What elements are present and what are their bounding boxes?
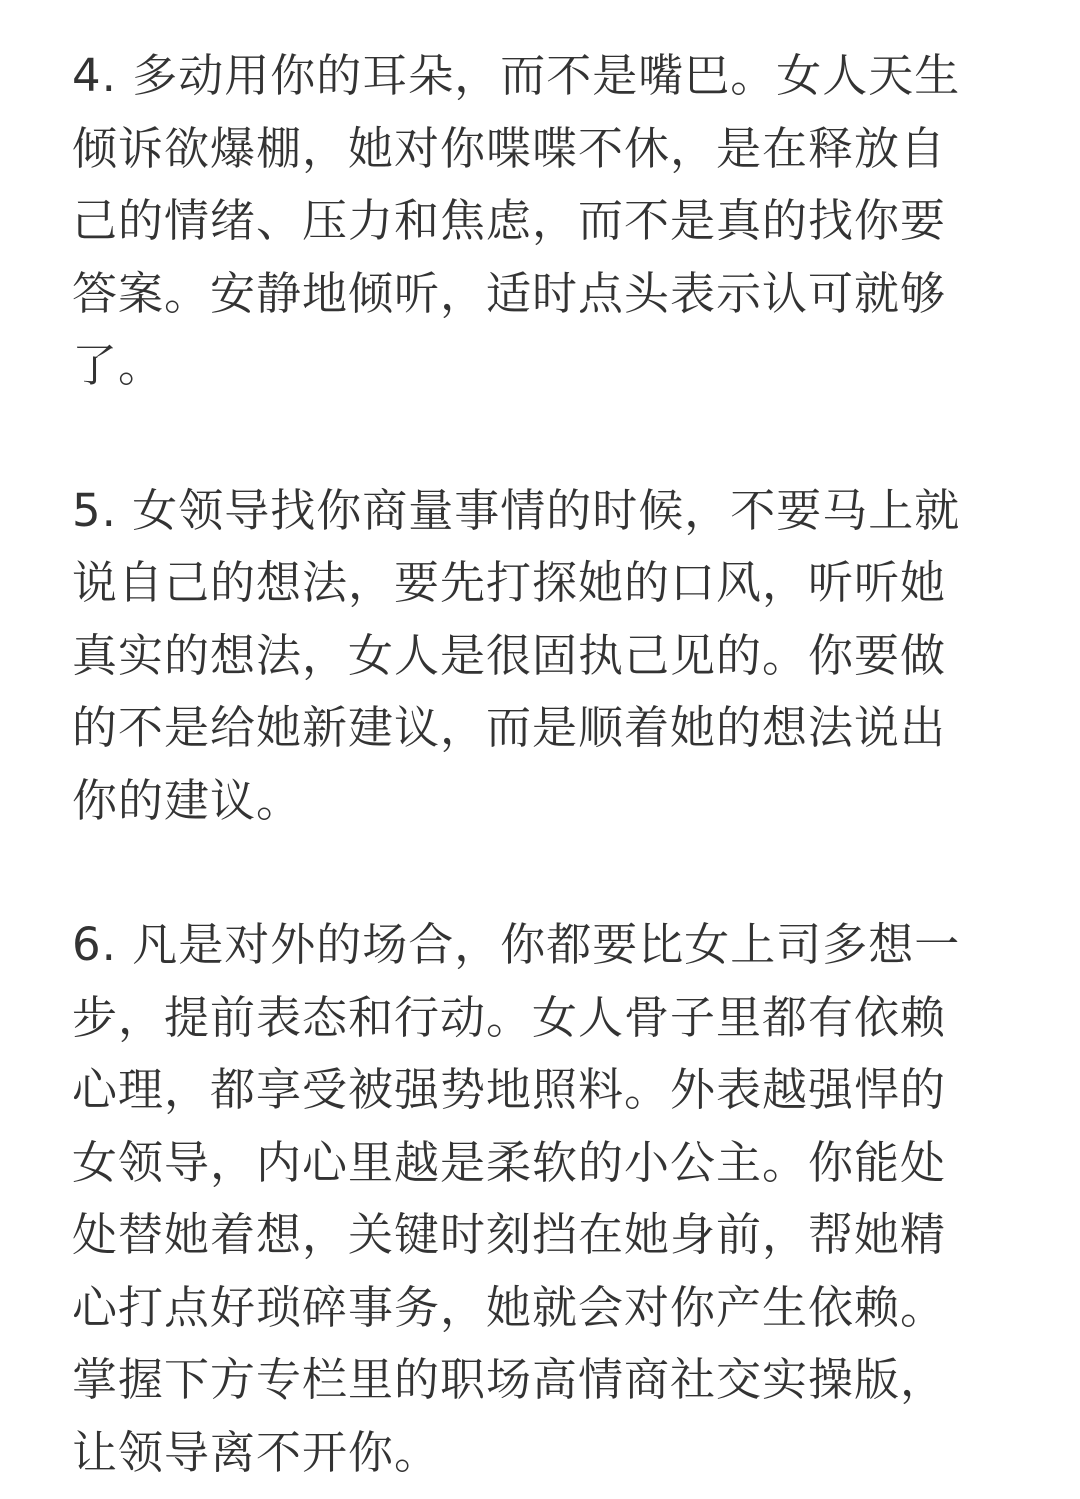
text-line: 掌握下方专栏里的职场高情商社交实操版， <box>72 1353 947 1406</box>
text-line: 6. 凡是对外的场合，你都要比女上司多想一 <box>72 918 961 971</box>
text-line: 了。 <box>72 339 165 392</box>
text-line: 处替她着想，关键时刻挡在她身前，帮她精 <box>72 1208 947 1261</box>
text-line: 真实的想法，女人是很固执己见的。你要做 <box>72 628 947 682</box>
text-line: 你的建议。 <box>72 773 303 827</box>
text-line: 答案。安静地倾听，适时点头表示认可就够 <box>72 266 947 320</box>
text-line: 心打点好琐碎事务，她就会对你产生依赖。 <box>72 1280 947 1334</box>
paragraph-tip-5 <box>72 475 1012 838</box>
text-line: 倾诉欲爆棚，她对你喋喋不休，是在释放自 <box>72 121 947 175</box>
text-line: 4. 多动用你的耳朵，而不是嘴巴。女人天生 <box>72 49 961 102</box>
text-line: 己的情绪、压力和焦虑，而不是真的找你要 <box>72 194 947 247</box>
article-body <box>72 40 1012 1489</box>
text-line: 让领导离不开你。 <box>72 1425 441 1479</box>
text-line: 步，提前表态和行动。女人骨子里都有依赖 <box>72 990 947 1044</box>
paragraph-tip-6 <box>72 909 1012 1489</box>
text-line: 说自己的想法，要先打探她的口风，听听她 <box>72 556 947 609</box>
text-line: 心理，都享受被强势地照料。外表越强悍的 <box>72 1063 947 1116</box>
text-line: 女领导，内心里越是柔软的小公主。你能处 <box>72 1135 947 1189</box>
text-line: 的不是给她新建议，而是顺着她的想法说出 <box>72 701 947 754</box>
paragraph-tip-4 <box>72 40 1012 403</box>
text-line: 5. 女领导找你商量事情的时候，不要马上就 <box>72 483 961 537</box>
